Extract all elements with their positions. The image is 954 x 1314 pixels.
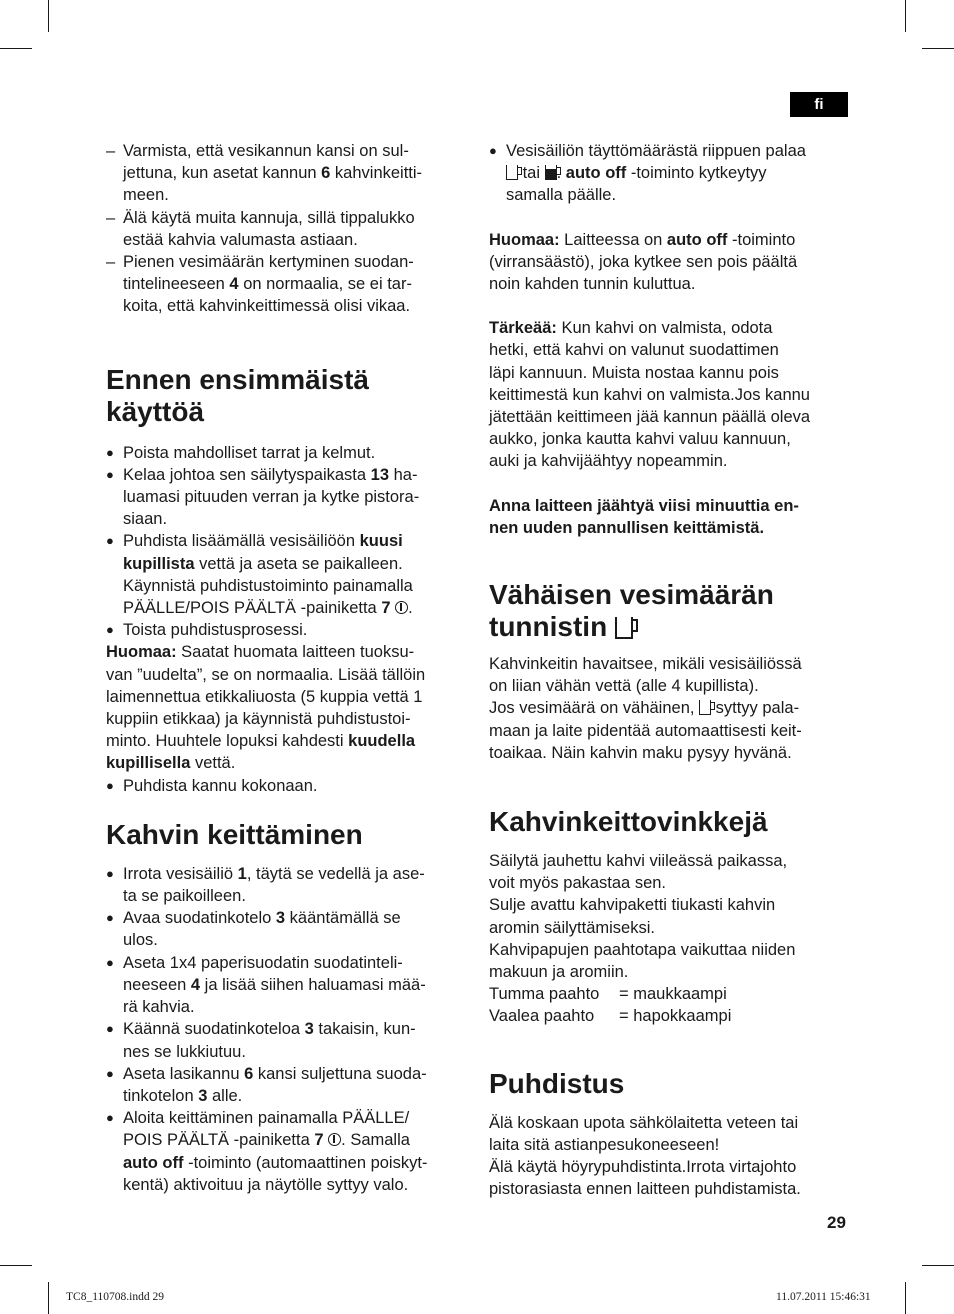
section-heading: Kahvin keittäminen (106, 818, 363, 850)
paragraph: Älä käytä höyrypuhdistinta.Irrota virtajohto pistorasiasta ennen laitteen puhdistamista. (489, 1158, 801, 1199)
crop-mark (905, 0, 906, 32)
list-item: ● Irrota vesisäiliö 1, täytä se vedellä ja ase- ta se paikoilleen. (106, 863, 466, 907)
crop-mark (0, 48, 32, 49)
language-badge: fi (790, 92, 848, 117)
right-column (489, 140, 849, 1201)
power-icon (328, 1133, 341, 1146)
important-paragraph: Tärkeää: Kun kahvi on valmista, odota hetki, että kahvi on valunut suodattimen läpi kannuun. Muista nostaa kannu pois keittimestä kun kahvi on valmista.Jos kannu jätettään keittimeen jää kannun päällä oleva aukko, jonka kautta kahvi valuu kannuun, auki ja kahvijäähtyy nopeammin. (489, 319, 811, 471)
list-item: ● Toista puhdistusprosessi. (106, 619, 466, 641)
list-item: ● Avaa suodatinkotelo 3 kääntämällä se ulos. (106, 907, 466, 951)
power-icon (395, 601, 408, 614)
jug-low-icon (506, 165, 518, 180)
left-column (106, 140, 466, 1196)
paragraph: Älä koskaan upota sähkölaitetta veteen tai laita sitä astianpesukoneeseen! (489, 1113, 799, 1154)
list-item: – Varmista, että vesikannun kansi on sul- jettuna, kun asetat kannun 6 kahvinkeitti- meen. (106, 140, 466, 207)
jug-low-icon (699, 700, 711, 715)
list-item: – Älä käytä muita kannuja, sillä tippalukko estää kahvia valumasta astiaan. (106, 207, 466, 251)
list-item: ● Aloita keittäminen painamalla PÄÄLLE/ POIS PÄÄLTÄ -painiketta 7 . Samalla auto off -toiminto (automaattinen poiskyt- kentä) aktivoituu ja näytölle syttyy valo. (106, 1107, 466, 1196)
list-item: ● Kelaa johtoa sen säilytyspaikasta 13 ha- luamasi pituuden verran ja kytke pistora- siaan. (106, 464, 466, 531)
note-paragraph: Huomaa: Saatat huomata laitteen tuoksu- van ”uudelta”, se on normaalia. Lisää tällöin laimennettua etikkaliuosta (5 kuppia vettä 1 kuppiin etikkaa) ja käynnistä puhdistustoi- minto. Huuhtele lopuksi kahdesti kuudella kupillisella vettä. (106, 643, 426, 773)
roast-row: Tumma paahto = maukkaampi (489, 985, 727, 1004)
list-item: ● Puhdista kannu kokonaan. (106, 775, 466, 797)
section-heading: Kahvinkeittovinkkejä (489, 806, 768, 838)
jug-full-icon (545, 165, 557, 180)
list-item: ● Vesisäiliön täyttömäärästä riippuen palaa tai . auto off -toiminto kytkeytyy samalla päälle. (489, 140, 849, 207)
list-item: ● Poista mahdolliset tarrat ja kelmut. (106, 442, 466, 464)
crop-mark (922, 48, 954, 49)
section-heading: Vähäisen vesimäärän tunnistin (489, 579, 774, 643)
roast-row: Vaalea paahto = hapokkaampi (489, 1007, 732, 1026)
paragraph: Säilytä jauhettu kahvi viileässä paikassa, voit myös pakastaa sen. (489, 852, 788, 893)
cooling-note: Anna laitteen jäähtyä viisi minuuttia en- nen uuden pannullisen keittämistä. (489, 496, 799, 537)
crop-mark (905, 1282, 906, 1314)
list-item: ● Aseta lasikannu 6 kansi suljettuna suoda- tinkotelon 3 alle. (106, 1063, 466, 1107)
list-item: – Pienen vesimäärän kertyminen suodan- tintelineeseen 4 on normaalia, se ei tar- koita, että kahvinkeittimessä olisi vikaa. (106, 251, 466, 318)
list-item: ● Puhdista lisäämällä vesisäiliöön kuusi kupillista vettä ja aseta se paikalleen. Käynnistä puhdistustoiminto painamalla PÄÄLLE/POIS PÄÄLTÄ -painiketta 7 . (106, 530, 466, 619)
paragraph: Sulje avattu kahvipaketti tiukasti kahvin aromin säilyttämiseksi. (489, 896, 776, 937)
paragraph: Kahvinkeitin havaitsee, mikäli vesisäiliössä on liian vähän vettä (alle 4 kupillista). (489, 655, 802, 696)
page-number: 29 (827, 1213, 846, 1232)
list-item: ● Käännä suodatinkoteloa 3 takaisin, kun- nes se lukkiutuu. (106, 1018, 466, 1062)
section-heading: Ennen ensimmäistä käyttöä (106, 363, 369, 427)
list-item: ● Aseta 1x4 paperisuodatin suodatinteli- neeseen 4 ja lisää siihen haluamasi mää- rä kahvia. (106, 952, 466, 1019)
crop-mark (48, 0, 49, 32)
note-paragraph: Huomaa: Laitteessa on auto off -toiminto (virransäästö), joka kytkee sen pois päältä noin kahden tunnin kuluttua. (489, 230, 798, 294)
footer-datetime: 11.07.2011 15:46:31 (776, 1291, 871, 1303)
jug-low-icon (615, 617, 633, 639)
section-heading: Puhdistus (489, 1067, 625, 1099)
crop-mark (0, 1265, 32, 1266)
crop-mark (922, 1265, 954, 1266)
footer-file: TC8_110708.indd 29 (66, 1291, 164, 1303)
crop-mark (48, 1282, 49, 1314)
paragraph: Kahvipapujen paahtotapa vaikuttaa niiden makuun ja aromiin. (489, 940, 796, 982)
paragraph: Jos vesimäärä on vähäinen, syttyy pala- maan ja laite pidentää automaattisesti keit- toaikaa. Näin kahvin maku pysyy hyvänä. (489, 699, 802, 762)
